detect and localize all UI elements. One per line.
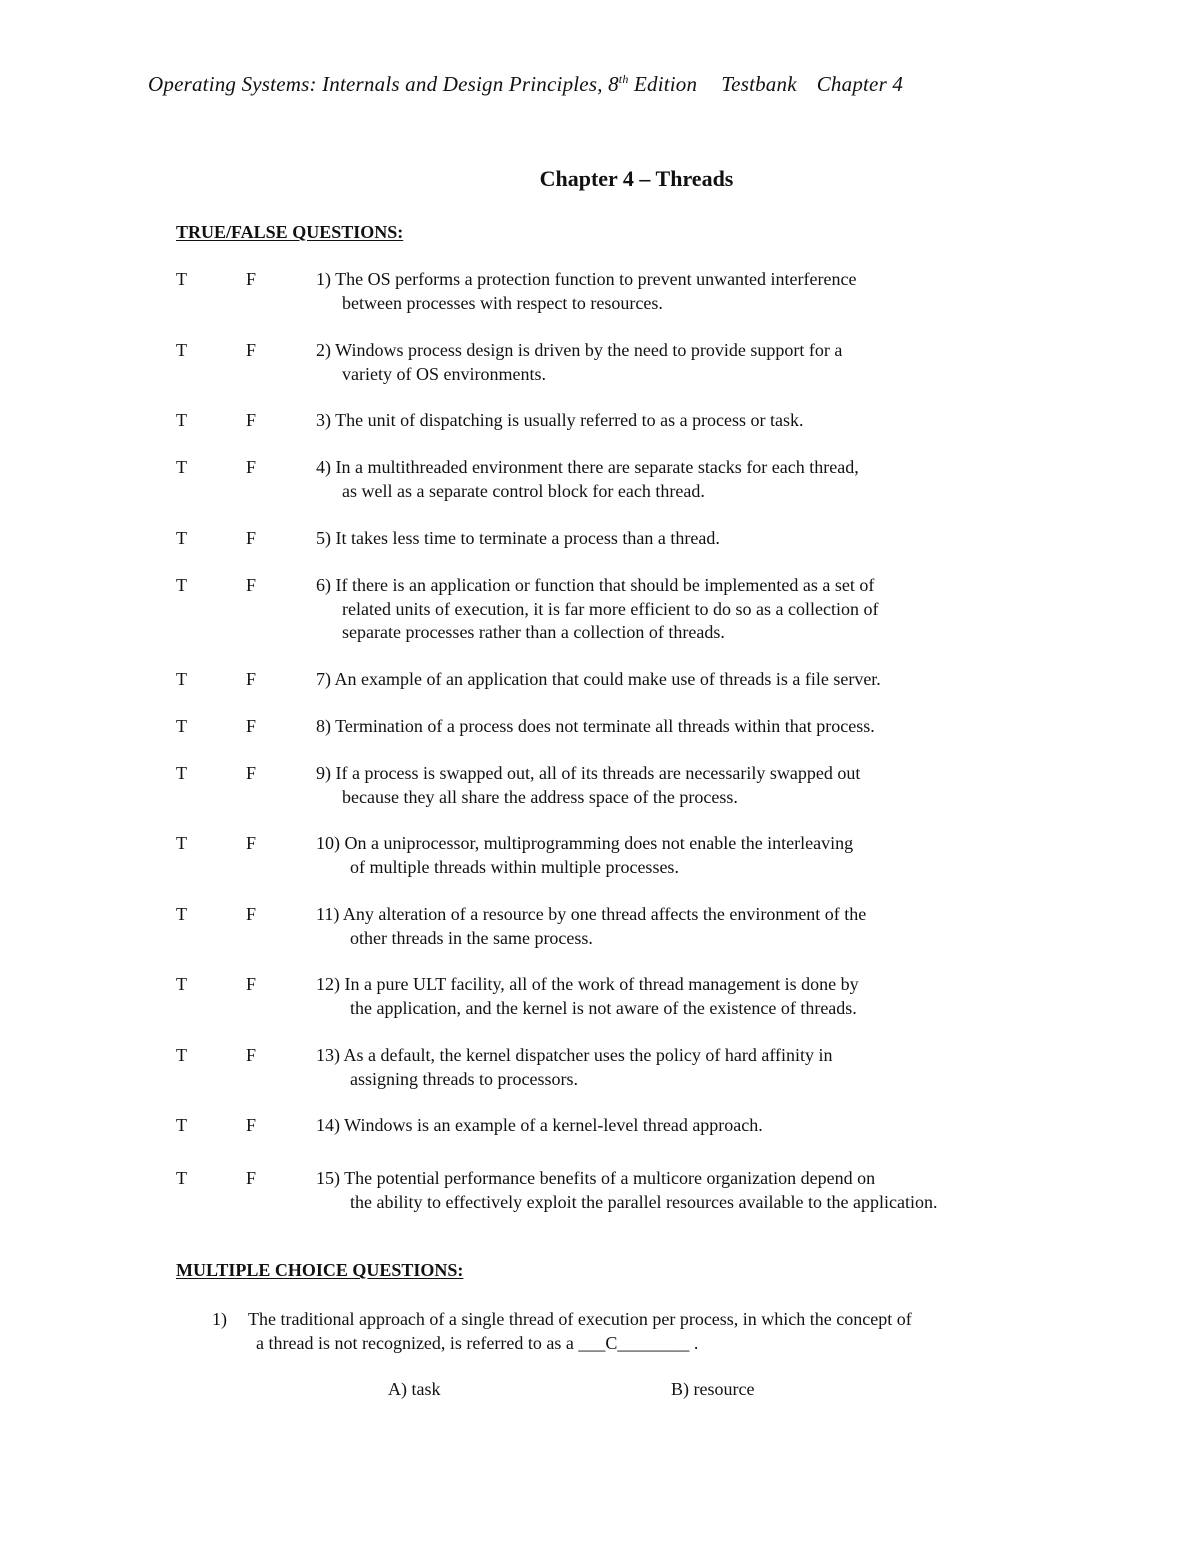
tf-false-option[interactable]: F [246, 457, 257, 477]
multiple-choice-heading: MULTIPLE CHOICE QUESTIONS: [176, 1260, 464, 1280]
header-chapter: Chapter 4 [816, 72, 904, 96]
tf-question-line: 13) As a default, the kernel dispatcher uses the policy of hard affinity in [316, 1045, 833, 1065]
tf-true-option[interactable]: T [176, 904, 187, 924]
tf-question-text [316, 903, 866, 950]
tf-question-text [316, 456, 859, 503]
tf-question-line: of multiple threads within multiple processes. [350, 856, 679, 877]
tf-false-option[interactable]: F [246, 410, 257, 430]
tf-question-text [316, 762, 860, 809]
tf-question-line: 1) The OS performs a protection function to prevent unwanted interference [316, 269, 857, 289]
header-superscript: th [618, 72, 629, 86]
running-header [148, 72, 903, 97]
tf-false-option[interactable]: F [246, 1045, 257, 1065]
tf-question-line: 10) On a uniprocessor, multiprogramming does not enable the interleaving [316, 833, 854, 853]
tf-question-text [316, 715, 875, 739]
chapter-title: Chapter 4 – Threads [539, 166, 734, 191]
tf-question-line: because they all share the address space of the process. [342, 786, 738, 807]
tf-question-line: 8) Termination of a process does not terminate all threads within that process. [316, 716, 875, 736]
tf-question-line: 4) In a multithreaded environment there are separate stacks for each thread, [316, 457, 859, 477]
true-false-heading: TRUE/FALSE QUESTIONS: [176, 222, 404, 242]
tf-true-option[interactable]: T [176, 833, 187, 853]
tf-question-line: assigning threads to processors. [350, 1068, 578, 1089]
tf-question-line: as well as a separate control block for each thread. [342, 480, 705, 501]
tf-question-line: separate processes rather than a collection of threads. [342, 622, 725, 642]
mc-question-text [248, 1308, 912, 1355]
mc-question-number: 1) [212, 1309, 227, 1329]
tf-false-option[interactable]: F [246, 904, 257, 924]
mc-option-a: A) task [388, 1379, 441, 1399]
tf-question-text [316, 973, 859, 1020]
mc-question-line: The traditional approach of a single thread of execution per process, in which the concept of [248, 1309, 912, 1329]
tf-false-option[interactable]: F [246, 716, 257, 736]
tf-question-text [316, 1167, 937, 1214]
mc-question-line: a thread is not recognized, is referred to as a ___C________ . [256, 1332, 699, 1353]
tf-false-option[interactable]: F [246, 575, 257, 595]
tf-true-option[interactable]: T [176, 716, 187, 736]
tf-true-option[interactable]: T [176, 410, 187, 430]
tf-true-option[interactable]: T [176, 340, 187, 360]
tf-false-option[interactable]: F [246, 340, 257, 360]
tf-false-option[interactable]: F [246, 1115, 257, 1135]
tf-true-option[interactable]: T [176, 1115, 187, 1135]
tf-false-option[interactable]: F [246, 1168, 257, 1188]
tf-question-line: the application, and the kernel is not aware of the existence of threads. [350, 997, 857, 1018]
tf-false-option[interactable]: F [246, 974, 257, 994]
tf-question-text [316, 409, 804, 433]
tf-question-line: other threads in the same process. [350, 927, 593, 948]
tf-question-line: 14) Windows is an example of a kernel-level thread approach. [316, 1115, 763, 1135]
tf-true-option[interactable]: T [176, 575, 187, 595]
tf-question-line: 3) The unit of dispatching is usually referred to as a process or task. [316, 410, 804, 430]
tf-question-text [316, 339, 842, 386]
tf-question-line: between processes with respect to resources. [342, 292, 663, 313]
tf-false-option[interactable]: F [246, 669, 257, 689]
header-book-title: Operating Systems: Internals and Design Principles, 8 [148, 72, 619, 96]
tf-question-text [316, 832, 853, 879]
tf-true-option[interactable]: T [176, 669, 187, 689]
tf-question-text [316, 527, 720, 551]
tf-true-option[interactable]: T [176, 974, 187, 994]
mc-option-b: B) resource [671, 1379, 755, 1399]
tf-question-text [316, 574, 879, 645]
tf-question-text [316, 1114, 763, 1138]
tf-false-option[interactable]: F [246, 763, 257, 783]
tf-false-option[interactable]: F [246, 269, 257, 289]
tf-question-line: 2) Windows process design is driven by the need to provide support for a [316, 340, 843, 360]
header-testbank: Testbank [721, 72, 797, 96]
tf-question-line: 15) The potential performance benefits of a multicore organization depend on [316, 1168, 876, 1188]
tf-question-text [316, 1044, 833, 1091]
tf-question-line: 12) In a pure ULT facility, all of the work of thread management is done by [316, 974, 859, 994]
tf-false-option[interactable]: F [246, 833, 257, 853]
tf-true-option[interactable]: T [176, 763, 187, 783]
tf-true-option[interactable]: T [176, 1168, 187, 1188]
tf-question-text [316, 668, 881, 692]
header-edition: Edition [628, 72, 698, 96]
tf-question-line: 7) An example of an application that could make use of threads is a file server. [316, 669, 881, 689]
tf-true-option[interactable]: T [176, 269, 187, 289]
tf-question-line: 9) If a process is swapped out, all of its threads are necessarily swapped out [316, 763, 861, 783]
tf-true-option[interactable]: T [176, 457, 187, 477]
tf-question-line: 11) Any alteration of a resource by one thread affects the environment of the [316, 904, 867, 924]
tf-true-option[interactable]: T [176, 528, 187, 548]
tf-question-line: related units of execution, it is far more efficient to do so as a collection of [342, 598, 879, 619]
tf-false-option[interactable]: F [246, 528, 257, 548]
tf-true-option[interactable]: T [176, 1045, 187, 1065]
tf-question-line: variety of OS environments. [342, 363, 546, 384]
tf-question-text [316, 268, 856, 315]
tf-question-line: 6) If there is an application or function that should be implemented as a set of [316, 575, 875, 595]
tf-question-line: the ability to effectively exploit the parallel resources available to the application. [350, 1191, 938, 1212]
tf-question-line: 5) It takes less time to terminate a process than a thread. [316, 528, 720, 548]
